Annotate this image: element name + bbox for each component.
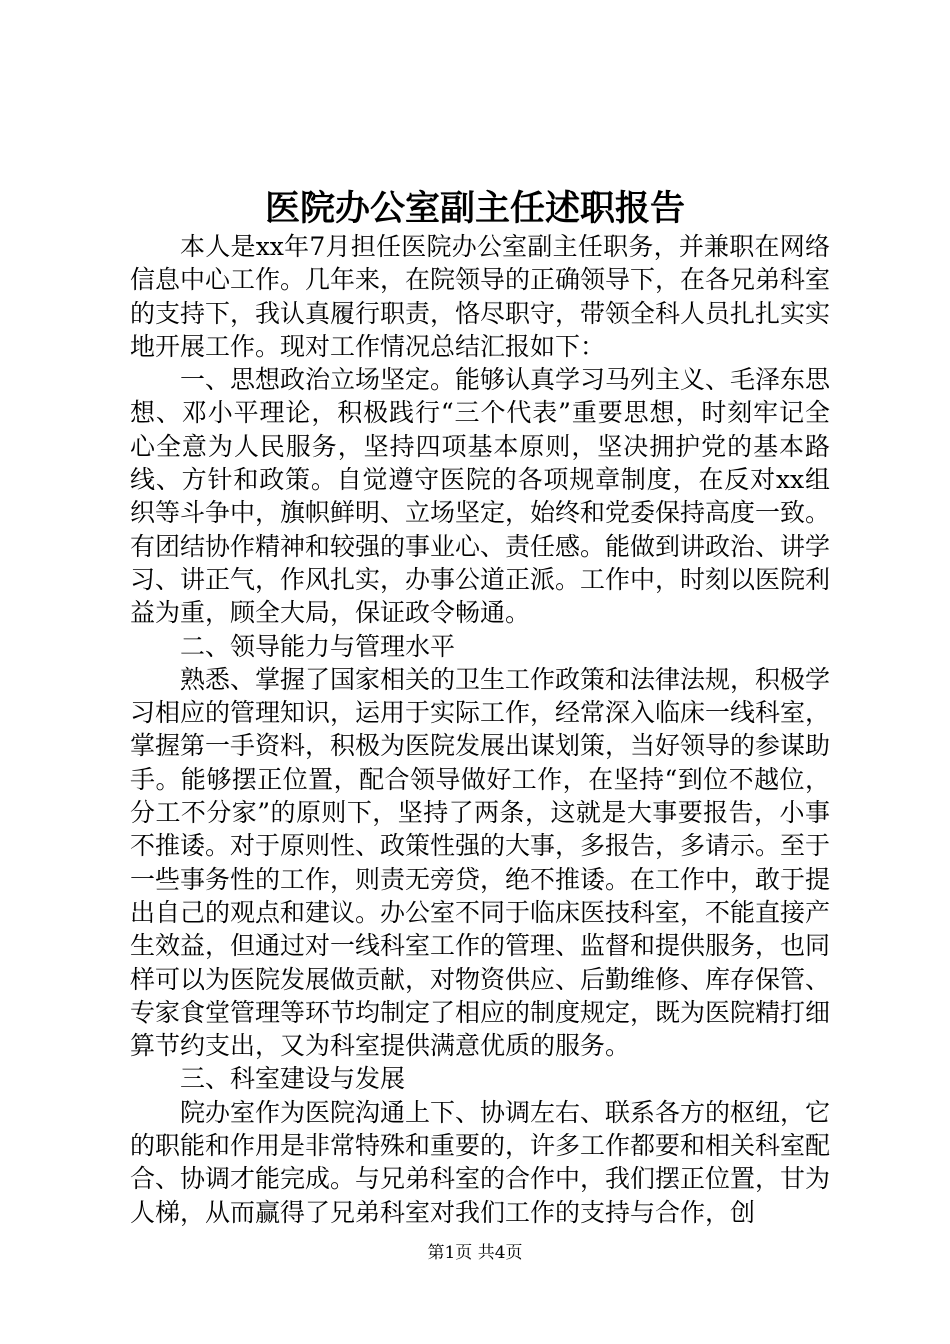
document-body bbox=[130, 230, 830, 1229]
document-title: 医院办公室副主任述职报告 bbox=[264, 188, 685, 229]
section-heading-2: 二、领导能力与管理水平 bbox=[180, 631, 456, 661]
paragraph-section-2: 熟悉、掌握了国家相关的卫生工作政策和法律法规，积极学习相应的管理知识，运用于实际工作，经常深入临床一线科室，掌握第一手资料，积极为医院发展出谋划策，当好领导的参谋助手。能够摆正位置，配合领导做好工作，在坚持“到位不越位，分工不分家”的原则下，坚持了两条，这就是大事要报告，小事不推诿。对于原则性、政策性强的大事，多报告，多请示。至于一些事务性的工作，则责无旁贷，绝不推诿。在工作中，敢于提出自己的观点和建议。办公室不同于临床医技科室，不能直接产生效益，但通过对一线科室工作的管理、监督和提供服务，也同样可以为医院发展做贡献，对物资供应、后勤维修、库存保管、专家食堂管理等环节均制定了相应的制度规定，既为医院精打细算节约支出，又为科室提供满意优质的服务。 bbox=[130, 664, 831, 1061]
section-heading-3: 三、科室建设与发展 bbox=[180, 1064, 406, 1094]
page-number-footer: 第1页 共4页 bbox=[427, 1243, 523, 1263]
paragraph-section-3: 院办室作为医院沟通上下、协调左右、联系各方的枢纽，它的职能和作用是非常特殊和重要的，许多工作都要和相关科室配合、协调才能完成。与兄弟科室的合作中，我们摆正位置，甘为人梯，从而赢得了兄弟科室对我们工作的支持与合作，创 bbox=[130, 1097, 831, 1227]
paragraph-intro: 本人是xx年7月担任医院办公室副主任职务，并兼职在网络信息中心工作。几年来，在院领导的正确领导下，在各兄弟科室的支持下，我认真履行职责，恪尽职守，带领全科人员扎扎实实地开展工作。现对工作情况总结汇报如下： bbox=[130, 232, 831, 361]
paragraph-section-1: 一、思想政治立场坚定。能够认真学习马列主义、毛泽东思想、邓小平理论，积极践行“三个代表”重要思想，时刻牢记全心全意为人民服务，坚持四项基本原则，坚决拥护党的基本路线、方针和政策。自觉遵守医院的各项规章制度，在反对xx组织等斗争中，旗帜鲜明、立场坚定，始终和党委保持高度一致。有团结协作精神和较强的事业心、责任感。能做到讲政治、讲学习、讲正气，作风扎实，办事公道正派。工作中，时刻以医院利益为重，顾全大局，保证政令畅通。 bbox=[130, 365, 831, 628]
